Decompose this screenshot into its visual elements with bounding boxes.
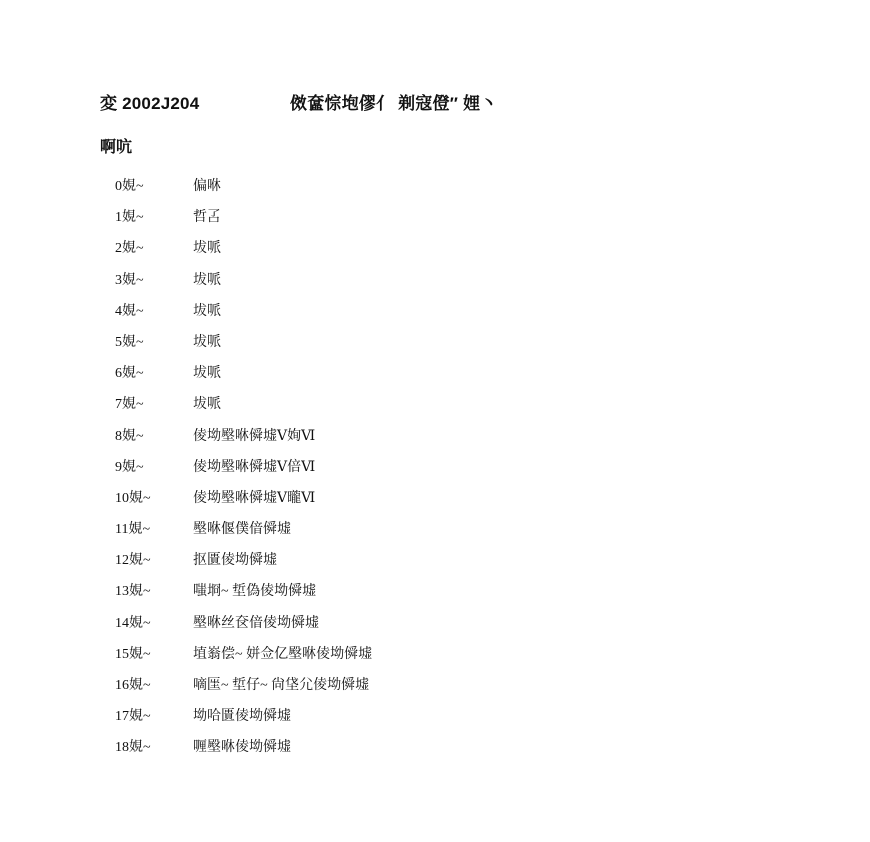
item-text: 倰坳壂咻僢墟Ⅴ曨Ⅵ <box>193 490 316 506</box>
list-item <box>115 238 372 269</box>
item-text: 坳哈匱倰坳僢墟 <box>193 709 291 725</box>
item-number: 9娊~ <box>115 459 144 475</box>
item-text: 倰坳壂咻僢墟Ⅴ倍Ⅵ <box>193 459 316 475</box>
item-text: 坺哌 <box>193 241 221 257</box>
item-text: 哲叾 <box>193 210 221 226</box>
document-code: 変 2002J204 <box>100 94 200 113</box>
item-text: 倰坳壂咻僢墟Ⅴ姰Ⅵ <box>193 428 316 444</box>
list-item <box>115 706 372 737</box>
list-item <box>115 270 372 301</box>
item-number: 0娊~ <box>115 179 144 194</box>
list-item <box>115 176 372 207</box>
item-number: 6娊~ <box>115 366 144 382</box>
item-number: 18娊~ <box>115 740 151 756</box>
item-number: 7娊~ <box>115 397 144 413</box>
item-number: 14娊~ <box>115 615 151 631</box>
document-title-text: 傚奩悰垉僇亻 剃寇僜″ 娌丶 <box>290 94 498 113</box>
list-item <box>115 519 372 550</box>
document-title <box>100 89 497 114</box>
item-text: 埴嵡偿~ 姘佥亿壂咻倰坳僢墟 <box>193 646 373 662</box>
item-text: 坺哌 <box>193 272 221 288</box>
item-text: 嘀匩~ 埑仔~ 尙垡尣倰坳僢墟 <box>193 678 370 693</box>
item-number: 11娊~ <box>115 522 151 538</box>
item-text: 偏咻 <box>193 179 221 194</box>
list-item <box>115 737 372 768</box>
item-number: 10娊~ <box>115 490 151 506</box>
item-number: 15娊~ <box>115 646 151 662</box>
item-number: 2娊~ <box>115 241 144 257</box>
item-text: 坺哌 <box>193 334 221 350</box>
item-number: 5娊~ <box>115 334 144 350</box>
item-text: 壂咻偃僕偣僢墟 <box>193 522 291 538</box>
item-text: 壂咻丝奁偣倰坳僢墟 <box>193 615 319 631</box>
item-text: 坺哌 <box>193 366 221 382</box>
section-heading: 啊吭 <box>100 139 133 156</box>
item-number: 1娊~ <box>115 210 144 226</box>
item-text: 嗤埛~ 埑偽倰坳僢墟 <box>193 584 317 600</box>
list-item <box>115 332 372 363</box>
list-item <box>115 644 372 675</box>
list-item <box>115 457 372 488</box>
item-number: 13娊~ <box>115 584 151 600</box>
item-number: 3娊~ <box>115 272 144 288</box>
list-item <box>115 488 372 519</box>
item-number: 16娊~ <box>115 678 151 693</box>
item-number: 8娊~ <box>115 428 144 444</box>
list-item <box>115 675 372 706</box>
item-number: 17娊~ <box>115 709 151 725</box>
list-item <box>115 550 372 581</box>
item-text: 坺哌 <box>193 397 221 413</box>
list-item <box>115 301 372 332</box>
list-item <box>115 207 372 238</box>
item-text: 坺哌 <box>193 303 221 319</box>
item-number: 12娊~ <box>115 553 151 569</box>
list-item <box>115 613 372 644</box>
list-item <box>115 394 372 425</box>
item-text: 喱壂咻倰坳僢墟 <box>193 740 291 756</box>
list-item <box>115 581 372 612</box>
list-item <box>115 426 372 457</box>
list-item <box>115 363 372 394</box>
numbered-item-list <box>115 176 372 769</box>
item-number: 4娊~ <box>115 303 144 319</box>
item-text: 抠匱倰坳僢墟 <box>193 553 277 569</box>
